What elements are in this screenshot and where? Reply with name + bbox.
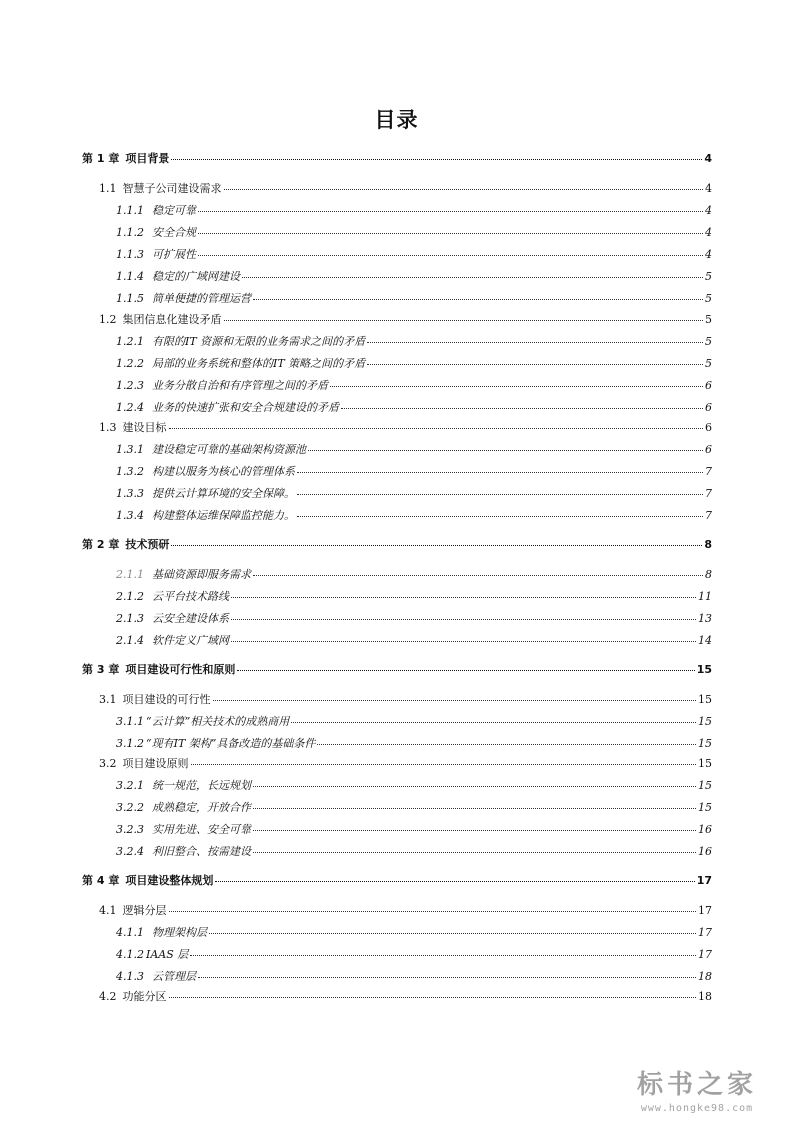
- toc-dot-leader: [169, 910, 697, 912]
- toc-page-number: 15: [698, 715, 712, 728]
- toc-page-number: 8: [705, 568, 712, 581]
- toc-entry[interactable]: [116, 270, 712, 284]
- toc-entry-number: 4.2: [99, 990, 117, 1003]
- toc-entry[interactable]: [116, 509, 712, 523]
- toc-entry-title: 项目建设原则: [122, 757, 189, 770]
- toc-page-number: 6: [705, 379, 712, 392]
- toc-dot-leader: [253, 851, 696, 853]
- toc-entry[interactable]: [99, 757, 712, 771]
- toc-page-number: 5: [705, 357, 712, 370]
- toc-entry-title: 提供云计算环境的安全保障。: [152, 487, 295, 500]
- toc-entry[interactable]: [99, 421, 712, 435]
- toc-page-number: 7: [705, 509, 712, 522]
- toc-dot-leader: [198, 210, 703, 212]
- toc-entry-title: 项目背景: [125, 152, 170, 165]
- toc-page-number: 6: [705, 421, 712, 434]
- toc-dot-leader: [308, 449, 703, 451]
- toc-entry-number: 3.2.3: [116, 823, 144, 836]
- toc-page-number: 5: [705, 292, 712, 305]
- toc-page-number: 17: [696, 874, 712, 887]
- toc-dot-leader: [213, 699, 697, 701]
- toc-dot-leader: [341, 407, 703, 409]
- toc-entry-number: 2.1.2: [116, 590, 144, 603]
- toc-dot-leader: [253, 807, 696, 809]
- toc-entry-number: 4.1.2: [116, 948, 144, 961]
- toc-entry-title: 业务的快速扩张和安全合规建设的矛盾: [152, 401, 339, 414]
- toc-entry[interactable]: [116, 845, 712, 859]
- toc-entry-number: 1.2.1: [116, 335, 144, 348]
- toc-dot-leader: [215, 880, 694, 882]
- toc-page-number: 14: [698, 634, 712, 647]
- toc-entry[interactable]: [116, 715, 712, 729]
- toc-dot-leader: [367, 363, 703, 365]
- toc-entry-number: 1.3.3: [116, 487, 144, 500]
- toc-page-number: 4: [704, 152, 712, 165]
- toc-entry-title: 基础资源即服务需求: [152, 568, 251, 581]
- toc-dot-leader: [231, 596, 696, 598]
- toc-page-number: 16: [698, 823, 712, 836]
- toc-page-number: 15: [698, 757, 712, 770]
- toc-entry-title: 业务分散自治和有序管理之间的矛盾: [152, 379, 328, 392]
- page-title: 目录: [374, 108, 419, 132]
- toc-dot-leader: [253, 785, 696, 787]
- toc-entry-number: 4.1.1: [116, 926, 144, 939]
- toc-entry-title: 建设稳定可靠的基础架构资源池: [152, 443, 306, 456]
- toc-dot-leader: [253, 298, 703, 300]
- toc-dot-leader: [231, 618, 696, 620]
- toc-entry-title: 建设目标: [122, 421, 167, 434]
- toc-entry-number: 1.1.4: [116, 270, 144, 283]
- toc-entry[interactable]: [82, 874, 712, 888]
- watermark: [617, 1064, 777, 1114]
- toc-entry[interactable]: [116, 379, 712, 393]
- toc-dot-leader: [297, 515, 703, 517]
- toc-entry-title: 构建以服务为核心的管理体系: [152, 465, 295, 478]
- toc-dot-leader: [253, 574, 703, 576]
- toc-dot-leader: [171, 158, 702, 160]
- toc-page-number: 17: [698, 948, 712, 961]
- toc-entry-number: 第 2 章: [82, 538, 120, 551]
- toc-entry-title: 云管理层: [152, 970, 196, 983]
- toc-entry[interactable]: [116, 823, 712, 837]
- toc-entry[interactable]: [116, 248, 712, 262]
- toc-page-number: 18: [698, 970, 712, 983]
- toc-entry-number: 3.2: [99, 757, 117, 770]
- toc-entry-title: 构建整体运维保障监控能力。: [152, 509, 295, 522]
- toc-dot-leader: [297, 471, 703, 473]
- toc-entry[interactable]: [116, 801, 712, 815]
- toc-page-number: 15: [696, 663, 712, 676]
- toc-entry-number: 4.1: [99, 904, 117, 917]
- toc-entry-number: 1.1.1: [116, 204, 144, 217]
- toc-entry-title: 实用先进、安全可靠: [152, 823, 251, 836]
- toc-entry-number: 2.1.3: [116, 612, 144, 625]
- toc-entry[interactable]: [99, 182, 712, 196]
- toc-entry-title: 逻辑分层: [122, 904, 167, 917]
- toc-entry[interactable]: [116, 926, 712, 940]
- toc-entry-number: 1.1: [99, 182, 117, 195]
- toc-dot-leader: [191, 763, 697, 765]
- toc-entry-number: 3.2.1: [116, 779, 144, 792]
- toc-entry-title: 物理架构层: [152, 926, 207, 939]
- toc-entry[interactable]: [99, 313, 712, 327]
- toc-page-number: 5: [705, 270, 712, 283]
- toc-entry-title: 简单便捷的管理运营: [152, 292, 251, 305]
- toc-entry-number: 3.1: [99, 693, 117, 706]
- toc-entry[interactable]: [99, 990, 712, 1004]
- toc-entry-number: 1.2.2: [116, 357, 144, 370]
- toc-entry-number: 第 3 章: [82, 663, 120, 676]
- toc-entry-title: 云平台技术路线: [152, 590, 229, 603]
- toc-page-number: 4: [705, 248, 712, 261]
- toc-page-number: 17: [698, 904, 712, 917]
- toc-entry-title: IAAS 层: [146, 948, 189, 961]
- toc-entry[interactable]: [82, 538, 712, 552]
- toc-entry-title: 项目建设可行性和原则: [125, 663, 236, 676]
- watermark-logo-text: 标书之家: [636, 1070, 757, 1100]
- toc-page-number: 7: [705, 465, 712, 478]
- toc-entry[interactable]: [116, 737, 712, 751]
- toc-dot-leader: [253, 829, 696, 831]
- toc-entry-number: 2.1.1: [116, 568, 144, 581]
- toc-dot-leader: [231, 640, 696, 642]
- toc-entry-title: “云计算”相关技术的成熟商用: [146, 715, 290, 728]
- toc-entry[interactable]: [116, 292, 712, 306]
- toc-entry-title: 智慧子公司建设需求: [122, 182, 222, 195]
- toc-entry-number: 3.1.1: [116, 715, 144, 728]
- toc-dot-leader: [190, 954, 696, 956]
- toc-entry-title: 云安全建设体系: [152, 612, 229, 625]
- toc-entry-number: 1.1.3: [116, 248, 144, 261]
- toc-entry[interactable]: [116, 779, 712, 793]
- toc-entry-number: 4.1.3: [116, 970, 144, 983]
- toc-dot-leader: [171, 544, 702, 546]
- toc-entry-title: 可扩展性: [152, 248, 196, 261]
- toc-entry-number: 1.1.2: [116, 226, 144, 239]
- toc-page-number: 6: [705, 401, 712, 414]
- toc-dot-leader: [330, 385, 703, 387]
- toc-entry[interactable]: [116, 970, 712, 984]
- toc-entry-number: 3.1.2: [116, 737, 144, 750]
- toc-page-number: 4: [705, 204, 712, 217]
- toc-entry[interactable]: [116, 634, 712, 648]
- toc-entry-number: 1.2.4: [116, 401, 144, 414]
- toc-entry-number: 1.2.3: [116, 379, 144, 392]
- toc-dot-leader: [237, 669, 694, 671]
- toc-dot-leader: [367, 341, 703, 343]
- toc-page-number: 5: [705, 335, 712, 348]
- toc-entry-number: 3.2.4: [116, 845, 144, 858]
- toc-entry-number: 第 1 章: [82, 152, 120, 165]
- toc-entry-number: 1.2: [99, 313, 117, 326]
- toc-dot-leader: [198, 232, 703, 234]
- toc-page-number: 15: [698, 779, 712, 792]
- toc-page-number: 13: [698, 612, 712, 625]
- toc-page-number: 11: [698, 590, 712, 603]
- toc-dot-leader: [242, 276, 703, 278]
- toc-entry-title: 功能分区: [122, 990, 167, 1003]
- toc-dot-leader: [198, 254, 703, 256]
- toc-dot-leader: [169, 996, 697, 998]
- toc-dot-leader: [317, 743, 696, 745]
- toc-page-number: 18: [698, 990, 712, 1003]
- toc-entry-number: 1.3.4: [116, 509, 144, 522]
- toc-entry-title: 局部的业务系统和整体的IT 策略之间的矛盾: [152, 357, 366, 370]
- toc-entry[interactable]: [116, 568, 712, 582]
- toc-entry-number: 1.3: [99, 421, 117, 434]
- toc-entry-title: “现有IT 架构”具备改造的基础条件: [146, 737, 316, 750]
- toc-entry-number: 1.3.2: [116, 465, 144, 478]
- toc-entry[interactable]: [116, 226, 712, 240]
- toc-page-number: 7: [705, 487, 712, 500]
- toc-entry[interactable]: [82, 663, 712, 677]
- toc-entry[interactable]: [116, 204, 712, 218]
- toc-entry[interactable]: [116, 590, 712, 604]
- toc-entry-title: 稳定可靠: [152, 204, 196, 217]
- toc-entry-title: 软件定义广域网: [152, 634, 229, 647]
- toc-dot-leader: [169, 427, 704, 429]
- toc-dot-leader: [209, 932, 696, 934]
- toc-page-number: 15: [698, 693, 712, 706]
- toc-entry[interactable]: [116, 948, 712, 962]
- toc-entry-title: 成熟稳定，开放合作: [152, 801, 251, 814]
- toc-entry[interactable]: [116, 401, 712, 415]
- toc-entry[interactable]: [82, 152, 712, 166]
- toc-entry-title: 安全合规: [152, 226, 196, 239]
- toc-entry-title: 项目建设的可行性: [122, 693, 211, 706]
- toc-page-number: 16: [698, 845, 712, 858]
- watermark-url: www.hongke98.com: [640, 1103, 754, 1114]
- toc-entry[interactable]: [116, 443, 712, 457]
- toc-entry-number: 1.3.1: [116, 443, 144, 456]
- toc-page-number: 8: [704, 538, 712, 551]
- toc-page-number: 4: [705, 226, 712, 239]
- toc-entry-number: 3.2.2: [116, 801, 144, 814]
- toc-entry-title: 统一规范，长远规划: [152, 779, 251, 792]
- toc-entry-title: 项目建设整体规划: [125, 874, 214, 887]
- toc-entry[interactable]: [99, 693, 712, 707]
- toc-entry[interactable]: [116, 335, 712, 349]
- toc-page-number: 15: [698, 737, 712, 750]
- toc-page-number: 4: [705, 182, 712, 195]
- toc-dot-leader: [224, 319, 704, 321]
- toc-dot-leader: [297, 493, 703, 495]
- toc-entry[interactable]: [116, 357, 712, 371]
- toc-entry[interactable]: [116, 612, 712, 626]
- toc-entry-number: 1.1.5: [116, 292, 144, 305]
- toc-dot-leader: [291, 721, 696, 723]
- toc-entry-title: 稳定的广域网建设: [152, 270, 240, 283]
- toc-entry-title: 集团信息化建设矛盾: [122, 313, 222, 326]
- toc-entry[interactable]: [116, 465, 712, 479]
- toc-page-number: 15: [698, 801, 712, 814]
- toc-entry[interactable]: [99, 904, 712, 918]
- toc-entry-number: 2.1.4: [116, 634, 144, 647]
- toc-entry-title: 技术预研: [125, 538, 170, 551]
- toc-entry-title: 有限的IT 资源和无限的业务需求之间的矛盾: [152, 335, 366, 348]
- toc-entry[interactable]: [116, 487, 712, 501]
- toc-entry-number: 第 4 章: [82, 874, 120, 887]
- toc-dot-leader: [224, 188, 704, 190]
- toc-dot-leader: [198, 976, 696, 978]
- toc-page-number: 17: [698, 926, 712, 939]
- toc-page-number: 5: [705, 313, 712, 326]
- toc-entry-title: 利旧整合、按需建设: [152, 845, 251, 858]
- toc-page-number: 6: [705, 443, 712, 456]
